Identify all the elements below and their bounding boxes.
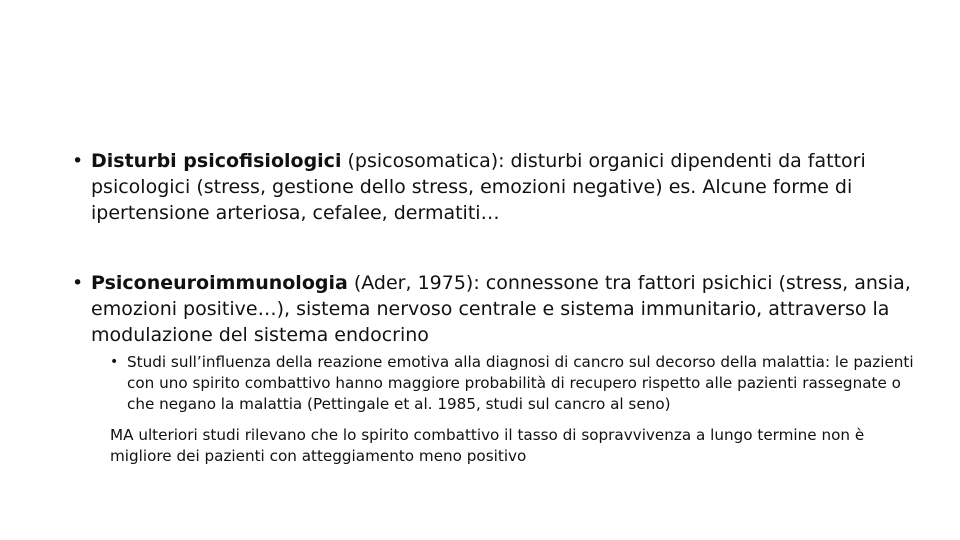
note-paragraph: MA ulteriori studi rilevano che lo spirito combattivo il tasso di sopravvivenza a lungo termine non è migliore dei pazienti con atteggiamento meno positivo <box>110 426 865 465</box>
bullet-item-disturbi <box>72 148 911 226</box>
bullet-term: Disturbi psicofisiologici <box>91 150 342 172</box>
sub-bullet-studi <box>110 352 927 415</box>
bullet-icon: • <box>110 354 119 370</box>
bullet-item-psiconeuro <box>72 270 911 348</box>
bullet-icon: • <box>72 150 84 172</box>
bullet-icon: • <box>72 272 84 294</box>
sub-bullet-text: Studi sull’influenza della reazione emotiva alla diagnosi di cancro sul decorso della malattia: le pazienti con uno spirito combattivo hanno maggiore probabilità di recupero rispetto alle pazienti rassegnate o che negano la malattia (Pettingale et al. 1985, studi sul cancro al seno) <box>127 353 914 413</box>
bullet-text: (Ader, 1975): connessone tra fattori psichici (stress, ansia, emozioni positive…), sistema nervoso centrale e sistema immunitario, attraverso la modulazione del sistema endocrino <box>91 272 911 346</box>
bullet-text: (psicosomatica): disturbi organici dipendenti da fattori psicologici (stress, gestione dello stress, emozioni negative) es. Alcune forme di ipertensione arteriosa, cefalee, dermatiti… <box>91 150 866 224</box>
bullet-term: Psiconeuroimmunologia <box>91 272 348 294</box>
